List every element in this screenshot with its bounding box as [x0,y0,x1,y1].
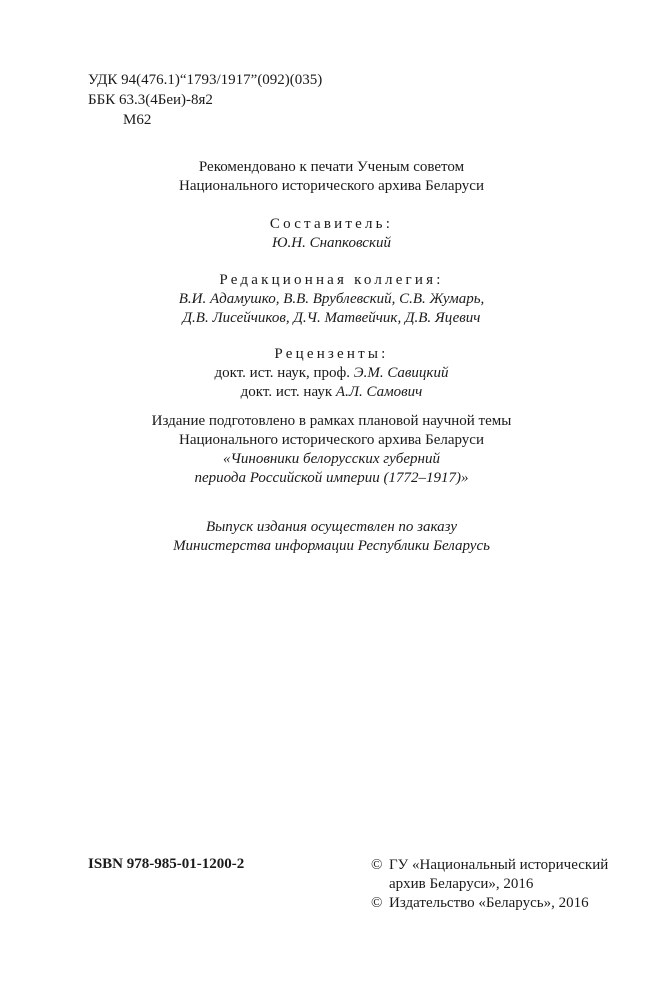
udk-code: УДК 94(476.1)“1793/1917”(092)(035) [88,72,323,88]
order-note-line-1: Выпуск издания осуществлен по заказу [205,519,458,535]
order-note-block [0,518,663,556]
reviewer-1-degree: докт. ист. наук, проф. [214,365,354,381]
editorial-board-block [0,271,663,328]
copyright-symbol: © [371,857,383,873]
copyright-archive-continued [371,875,608,894]
copyright-archive-line-2: архив Беларуси», 2016 [389,876,534,892]
compiler-name: Ю.Н. Снапковский [272,235,391,251]
reviewer-1-name: Э.М. Савицкий [353,365,449,381]
editorial-board-line-1: В.И. Адамушко, В.В. Врублевский, С.В. Жумарь, [178,291,485,307]
reviewers-heading: Рецензенты: [274,346,389,362]
recommendation-line-2: Национального исторического архива Беларуси [179,178,484,194]
compiler-heading: Составитель: [269,216,394,232]
reviewers-block [0,345,663,402]
edition-note-topic-line-2: периода Российской империи (1772–1917)» [194,470,469,486]
reviewer-2-name: А.Л. Самович [335,384,423,400]
isbn: ISBN 978-985-01-1200-2 [88,856,245,872]
edition-note-block [0,412,663,488]
classification-block [88,70,322,130]
reviewer-2-degree: докт. ист. наук [240,384,336,400]
editorial-board-heading: Редакционная коллегия: [219,272,444,288]
copyright-archive [371,856,608,875]
reviewer-1 [0,364,663,383]
edition-note-topic-line-1: «Чиновники белорусских губерний [223,451,440,467]
recommendation-block [0,158,663,196]
order-note-line-2: Министерства информации Республики Беларусь [173,538,490,554]
recommendation-line-1: Рекомендовано к печати Ученым советом [198,159,465,175]
compiler-block [0,215,663,253]
editorial-board-line-2: Д.В. Лисейчиков, Д.Ч. Матвейчик, Д.В. Яцевич [182,310,481,326]
copyright-publisher [371,894,608,913]
reviewer-2 [0,383,663,402]
copyright-symbol: © [371,895,383,911]
copyright-archive-line-1: ГУ «Национальный исторический [389,857,609,873]
copyright-block [371,856,608,913]
copyright-publisher-text: Издательство «Беларусь», 2016 [389,895,589,911]
author-mark: М62 [123,112,152,128]
edition-note-line-1: Издание подготовлено в рамках плановой научной темы [151,413,512,429]
bbk-code: ББК 63.3(4Беи)-8я2 [88,92,213,108]
edition-note-line-2: Национального исторического архива Беларуси [179,432,484,448]
